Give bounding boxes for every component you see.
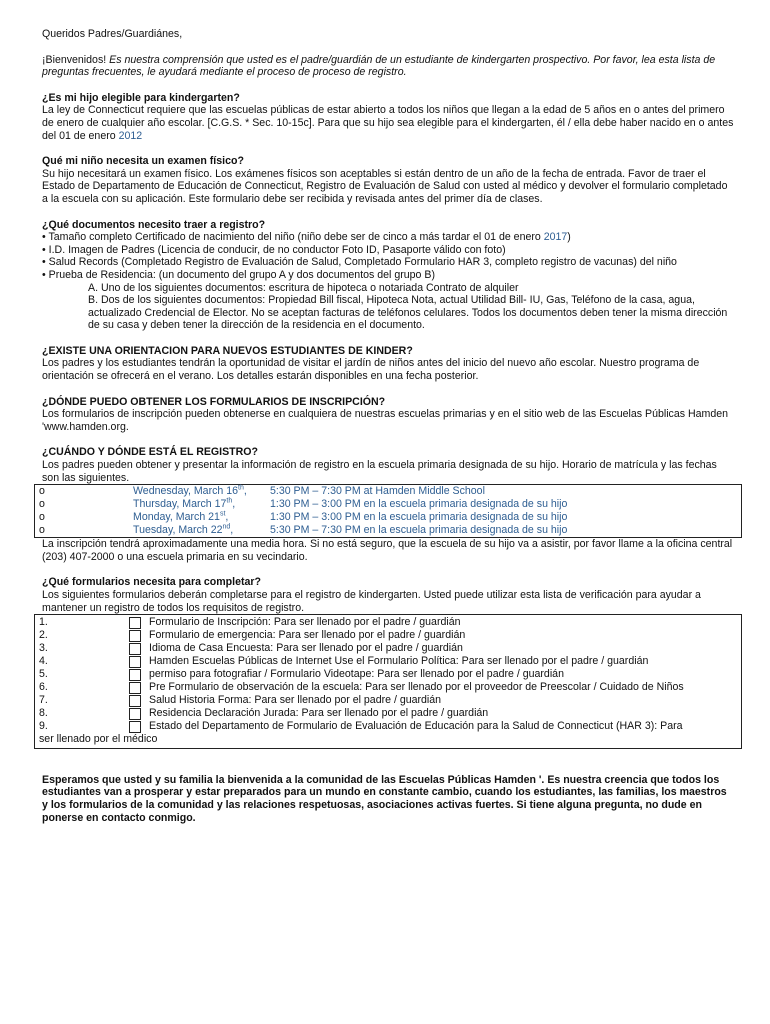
checklist-number: 3. [39, 642, 48, 655]
schedule-time: 5:30 PM – 7:30 PM en la escuela primaria designada de su hijo [270, 524, 568, 537]
checklist-label: Hamden Escuelas Públicas de Internet Use el Formulario Política: Para ser llenado por el padre / guardián [149, 655, 649, 668]
eligibility-text: La ley de Connecticut requiere que las escuelas públicas de estar abierto a todos los niños que llegan a la edad de 5 años en o antes del primero de enero de cualquier año escolar. [C.G.S. * Sec. 10-15c]. Para que su hijo sea elegible para el kindergarten, él / ella debe haber nacido en o antes del 01 de enero [42, 104, 734, 142]
question-orientation-heading: ¿EXISTE UNA ORIENTACION PARA NUEVOS ESTUDIANTES DE KINDER? [42, 344, 413, 357]
checklist-item [39, 629, 737, 642]
registration-schedule-table [34, 484, 742, 538]
documents-bullet-parent-id: • I.D. Imagen de Padres (Licencia de conducir, de no conductor Foto ID, Pasaporte válido con foto) [42, 243, 506, 256]
eligibility-year: 2012 [118, 129, 143, 142]
intro-paragraph [42, 54, 734, 79]
checklist-item [39, 707, 737, 720]
checkbox[interactable] [129, 695, 141, 707]
schedule-day-sep: , [243, 485, 247, 498]
schedule-day-suffix: st [219, 510, 226, 518]
question-eligibility-body [42, 104, 734, 142]
schedule-day [133, 511, 270, 524]
schedule-day-suffix: th [238, 484, 244, 492]
question-registration-heading: ¿CUÁNDO Y DÓNDE ESTÁ EL REGISTRO? [42, 446, 259, 459]
question-forms-needed-body: Los siguientes formularios deberán completarse para el registro de kindergarten. Usted puede utilizar esta lista de verificación para ayudar a mantener un registro de todos los requisitos de registro. [42, 589, 701, 614]
question-orientation-body: Los padres y los estudiantes tendrán la oportunidad de visitar el jardín de niños antes del inicio del nuevo año escolar. Nuestro programa de orientación se ofrecerá en el verano. Los detalles estarán disponibles en una fecha posterior. [42, 357, 700, 383]
schedule-day [133, 498, 270, 511]
checklist-label: Idioma de Casa Encuesta: Para ser llenado por el padre / guardián [149, 642, 463, 655]
documents-bullet-residency: • Prueba de Residencia: (un documento del grupo A y dos documentos del grupo B) [42, 268, 435, 281]
checklist-item-tail: ser llenado por el médico [39, 733, 158, 746]
checklist-number: 9. [39, 720, 48, 733]
checkbox[interactable] [129, 617, 141, 629]
schedule-day [133, 485, 270, 498]
schedule-time: 1:30 PM – 3:00 PM en la escuela primaria designada de su hijo [270, 511, 568, 524]
documents-bullet-health-records: • Salud Records (Completado Registro de Evaluación de Salud, Completado Formulario HAR 3, completo registro de vacunas) del niño [42, 256, 677, 269]
schedule-day-sep: , [225, 511, 229, 524]
question-physical-heading: Qué mi niño necesita un examen físico? [42, 155, 244, 168]
schedule-time: 1:30 PM – 3:00 PM en la escuela primaria designada de su hijo [270, 498, 568, 511]
birth-certificate-year: 2017 [543, 231, 568, 244]
schedule-day-suffix: nd [222, 523, 231, 531]
schedule-row [39, 498, 741, 511]
schedule-bullet: o [39, 511, 45, 524]
schedule-day-text: Wednesday, March 16 [133, 485, 239, 498]
schedule-day-sep: , [232, 498, 236, 511]
schedule-row [39, 524, 741, 537]
checklist-number: 2. [39, 629, 48, 642]
schedule-bullet: o [39, 498, 45, 511]
checklist-number: 6. [39, 681, 48, 694]
question-physical-body: Su hijo necesitará un examen físico. Los exámenes físicos son aceptables si están dentro de un año de la fecha de entrada. Favor de traer el Estado de Departamento de Educación de Connecticut, Registro de Evaluación de Salud con usted al médico y devolver el formulario completado a la escuela con su aplicación. Este formulario debe ser recibida y revisada antes del primer día de clases. [42, 167, 728, 205]
checklist-item [39, 616, 737, 629]
registration-after-text: La inscripción tendrá aproximadamente una media hora. Si no está seguro, que la escuela de su hijo va a asistir, por favor llame a la oficina central (203) 407-2000 o una escuela primaria en su vecindario. [42, 538, 733, 563]
schedule-bullet: o [39, 485, 45, 498]
checklist-label: Residencia Declaración Jurada: Para ser llenado por el padre / guardián [149, 707, 489, 720]
checklist-label: Salud Historia Forma: Para ser llenado por el padre / guardián [149, 694, 442, 707]
checklist-item [39, 720, 737, 733]
schedule-time: 5:30 PM – 7:30 PM at Hamden Middle School [270, 485, 485, 498]
question-registration-body: Los padres pueden obtener y presentar la información de registro en la escuela primaria designada de su hijo. Horario de matrícula y las fechas son las siguientes. [42, 459, 717, 484]
schedule-bullet: o [39, 524, 45, 537]
question-forms-needed-heading: ¿Qué formularios necesita para completar? [42, 576, 262, 589]
checkbox[interactable] [129, 682, 141, 694]
schedule-day-text: Monday, March 21 [133, 511, 220, 524]
checkbox[interactable] [129, 630, 141, 642]
checklist-number: 5. [39, 668, 48, 681]
checklist-number: 1. [39, 616, 48, 629]
letter-page [39, 28, 734, 824]
schedule-day-sep: , [230, 524, 234, 537]
question-eligibility-heading: ¿Es mi hijo elegible para kindergarten? [42, 91, 240, 104]
question-forms-where-body: Los formularios de inscripción pueden obtenerse en cualquiera de nuestras escuelas primarias y en el sitio web de las Escuelas Públicas Hamden 'www.hamden.org. [42, 408, 729, 433]
checkbox[interactable] [129, 643, 141, 655]
schedule-day [133, 524, 270, 537]
documents-bullet-birth-certificate [42, 231, 734, 244]
schedule-row [39, 485, 741, 498]
checklist-item [39, 655, 737, 668]
checklist-number: 4. [39, 655, 48, 668]
birth-certificate-end: ) [567, 231, 571, 244]
checkbox[interactable] [129, 708, 141, 720]
checkbox[interactable] [129, 656, 141, 668]
schedule-day-text: Tuesday, March 22 [133, 524, 223, 537]
question-documents-heading: ¿Qué documentos necesito traer a registro? [42, 218, 266, 231]
schedule-day-suffix: th [226, 497, 233, 505]
checklist-item [39, 681, 737, 694]
checkbox[interactable] [129, 721, 141, 733]
checklist-item [39, 668, 737, 681]
checklist-label: Formulario de Inscripción: Para ser llenado por el padre / guardián [149, 616, 461, 629]
question-forms-where-heading: ¿DÓNDE PUEDO OBTENER LOS FORMULARIOS DE INSCRIPCIÓN? [42, 395, 386, 408]
checklist-label: Formulario de emergencia: Para ser llenado por el padre / guardián [149, 629, 466, 642]
greeting: Queridos Padres/Guardiánes, [42, 28, 183, 40]
intro-text: Es nuestra comprensión que usted es el padre/guardián de un estudiante de kindergarten prospectivo. Por favor, lea esta lista de preguntas frecuentes, le ayudará mediante el proceso de proceso de registro. [42, 53, 716, 79]
intro-lead: ¡Bienvenidos! [42, 53, 110, 66]
residency-group-a: A. Uno de los siguientes documentos: escritura de hipoteca o notariada Contrato de alquiler [88, 281, 519, 294]
birth-certificate-text: • Tamaño completo Certificado de nacimiento del niño (niño debe ser de cinco a más tardar el 01 de enero [42, 231, 544, 244]
checklist-number: 8. [39, 707, 48, 720]
checklist-label: Estado del Departamento de Formulario de Evaluación de Educación para la Salud de Connecticut (HAR 3): Para [149, 720, 683, 733]
checklist-item [39, 694, 737, 707]
checklist-label: permiso para fotografiar / Formulario Videotape: Para ser llenado por el padre / guardián [149, 668, 564, 681]
forms-checklist [34, 614, 742, 749]
checklist-item [39, 642, 737, 655]
checklist-label: Pre Formulario de observación de la escuela: Para ser llenado por el proveedor de Preescolar / Cuidado de Niños [149, 681, 684, 694]
checklist-number: 7. [39, 694, 48, 707]
closing-paragraph: Esperamos que usted y su familia la bienvenida a la comunidad de las Escuelas Públicas Hamden '. Es nuestra creencia que todos los estudiantes van a prosperar y estar preparados para un mundo en constante cambio, cuando los estudiantes, las familias, los maestros y los formularios de la comunidad y las relaciones respetuosas, asociaciones activas fuertes. Si tiene alguna pregunta, no dude en ponerse en contacto conmigo. [42, 773, 727, 824]
schedule-day-text: Thursday, March 17 [133, 498, 227, 511]
residency-group-b: B. Dos de los siguientes documentos: Propiedad Bill fiscal, Hipoteca Nota, actual Utilidad Bill- IU, Gas, Teléfono de la casa, agua, actualizado Credencial de Elector. No se aceptan facturas de teléfonos celulares. Todos los documentos deben tener la misma dirección de su casa y deben tener la dirección de la residencia en el documento. [88, 294, 728, 332]
schedule-row [39, 511, 741, 524]
checkbox[interactable] [129, 669, 141, 681]
